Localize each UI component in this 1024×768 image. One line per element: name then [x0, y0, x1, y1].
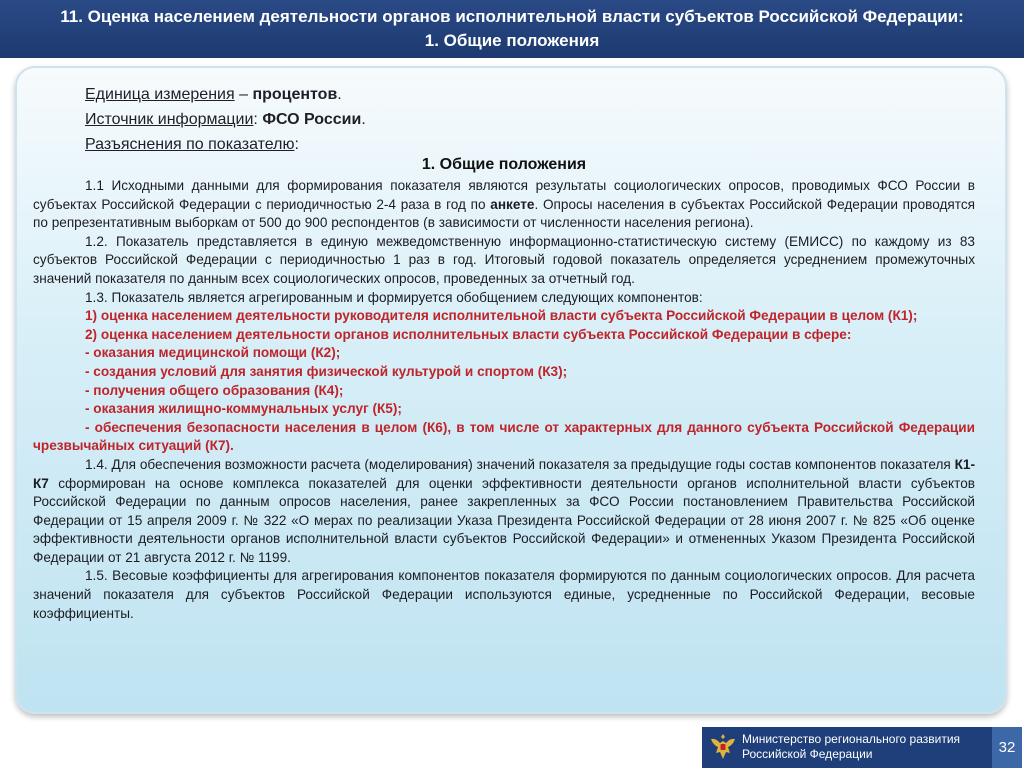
indicator-meta — [85, 82, 985, 157]
paragraph-1-4 — [33, 456, 975, 568]
component-k6-k7: - обеспечения безопасности населения в целом (К6), в том числе от характерных для данного субъекта Российской Федерации чрезвычайных ситуаций (К7). — [33, 419, 975, 454]
ministry-line2: Российской Федерации — [742, 747, 873, 761]
p4-k1-k7: К1-К7 — [33, 456, 975, 491]
slide-title-line1: 11. Оценка населением деятельности органов исполнительной власти субъектов Российской Федерации: — [60, 7, 964, 26]
paragraph-1-2: 1.2. Показатель представляется в единую межведомственную информационно-статистическую систему (ЕМИСС) по каждому из 83 субъектов Российской Федерации с периодичностью 1 раз в год. Итоговый годовой показатель определяется усреднением промежуточных значений показателя по данным всех социологических опросов, проведенных за отчетный год. — [33, 233, 975, 286]
footer-bar — [702, 727, 1022, 768]
ministry-line1: Министерство регионального развития — [742, 732, 961, 746]
paragraph-1-5: 1.5. Весовые коэффициенты для агрегирования компонентов показателя формируются по данным социологических опросов. Для расчета значений показателя для субъектов Российской Федерации используются единые, усредненные по Российской Федерации, весовые коэффициенты. — [33, 568, 975, 621]
p4-text-a: 1.4. Для обеспечения возможности расчета (моделирования) значений показателя за предыдущие годы состав компонентов показателя — [85, 456, 955, 472]
ministry-name — [742, 732, 960, 762]
unit-label: Единица измерения — [85, 86, 235, 103]
explain-label: Разъяснения по показателю — [85, 136, 295, 153]
p1-text-a: 1.1 Исходными данными для формирования показателя являются результаты социологических опросов, проводимых ФСО России в субъектах Российской Федерации с периодичностью 2-4 раза в год по — [33, 178, 975, 212]
page-number: 32 — [992, 727, 1022, 768]
p1-anketa: анкете — [490, 196, 535, 212]
section-title: 1. Общие положения — [421, 156, 587, 173]
explain-line: Разъяснения по показателю: — [85, 136, 299, 153]
unit-value: процентов — [252, 86, 338, 103]
component-k2-intro: 2) оценка населением деятельности органов исполнительных власти субъекта Российской Федерации в сфере: — [85, 326, 852, 342]
slide-title-line2: 1. Общие положения — [424, 31, 600, 50]
unit-line: Единица измерения – процентов. — [85, 86, 342, 103]
paragraph-1-1 — [33, 177, 975, 233]
document-body — [33, 153, 975, 623]
component-k1: 1) оценка населением деятельности руководителя исполнительной власти субъекта Российской Федерации в целом (К1); — [85, 308, 918, 324]
source-label: Источник информации — [85, 111, 254, 128]
unit-dash: – — [234, 86, 253, 103]
source-line: Источник информации: ФСО России. — [85, 111, 366, 128]
component-k5: - оказания жилищно-коммунальных услуг (К5); — [85, 401, 402, 417]
paragraph-1-3: 1.3. Показатель является агрегированным и формируется обобщением следующих компонентов: — [85, 289, 703, 305]
component-k3: - создания условий для занятия физической культурой и спортом (К3); — [85, 363, 568, 379]
component-k4: - получения общего образования (К4); — [85, 382, 344, 398]
component-k2: - оказания медицинской помощи (К2); — [85, 345, 341, 361]
p1-text-c: . Опросы населения в субъектах Российской Федерации проводятся по репрезентативным выборкам от 500 до 900 респондентов (в зависимости от численности населения региона). — [33, 196, 975, 231]
slide-header — [0, 0, 1024, 58]
source-value: ФСО России — [262, 111, 362, 128]
p4-text-c: сформирован на основе комплекса показателей для оценки эффективности деятельности органов исполнительной власти субъектов Российской Федерации по данным опросов населения, ранее закрепленных за ФСО России постановлением Правительства Российской Федерации от 15 апреля 2009 г. № 322 «О мерах по реализации Указа Президента Российской Федерации от 28 июня 2007 г. № 825 «Об оценке эффективности деятельности органов исполнительной власти субъектов Российской Федерации» и отмененных Указом Президента Российской Федерации от 21 августа 2012 г. № 1199. — [33, 475, 975, 565]
double-headed-eagle-icon — [708, 731, 738, 763]
